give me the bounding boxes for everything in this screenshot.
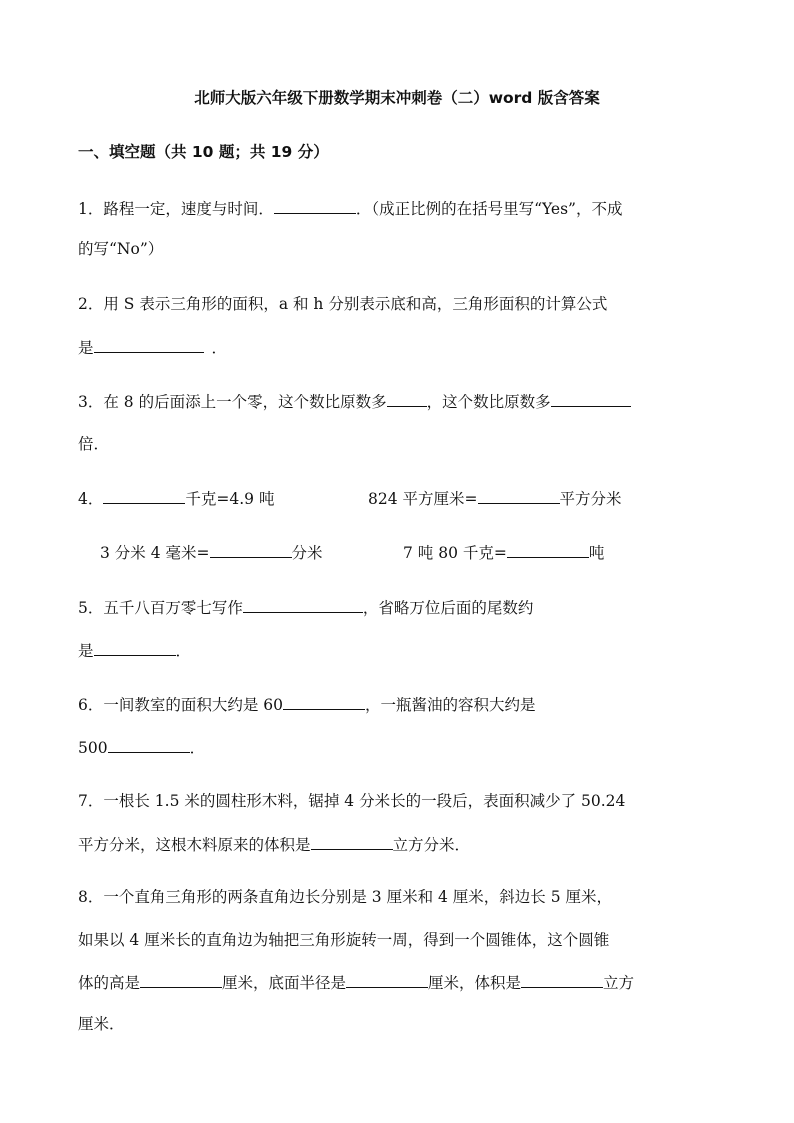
q1-text-b: ．（成正比例的在括号里写“Yes”，不成 — [355, 200, 623, 218]
q5-text-b: ，省略万位后面的尾数约 — [362, 599, 534, 617]
q8-answer-blank-1[interactable] — [140, 970, 222, 988]
q8-text-a: 8．一个直角三角形的两条直角边长分别是 3 厘米和 4 厘米，斜边长 5 厘米， — [78, 888, 613, 906]
q4-text-e: 3 分米 4 毫米= — [100, 544, 210, 562]
q4-answer-blank-2[interactable] — [478, 486, 560, 504]
q3-answer-blank-1[interactable] — [387, 389, 427, 407]
question-4-line-1-right — [368, 486, 622, 511]
q1-answer-blank[interactable] — [274, 196, 356, 214]
q4-text-b: 千克=4.9 吨 — [185, 490, 275, 508]
q8-text-b: 如果以 4 厘米长的直角边为轴把三角形旋转一周，得到一个圆锥体，这个圆锥 — [78, 931, 610, 949]
q7-text-a: 7．一根长 1.5 米的圆柱形木料，锯掉 4 分米长的一段后，表面积减少了 50.24 — [78, 792, 626, 810]
q2-answer-blank[interactable] — [94, 335, 204, 353]
question-2-line-1 — [78, 292, 607, 316]
q6-text-b: ，一瓶酱油的容积大约是 — [365, 696, 536, 714]
q2-text-c: ． — [211, 339, 228, 357]
question-4-line-2-right — [403, 540, 604, 565]
q4-text-c: 824 平方厘米= — [368, 490, 478, 508]
q8-text-g: 厘米． — [78, 1015, 125, 1033]
q3-text-c: 倍． — [78, 435, 110, 453]
question-7-line-1 — [78, 789, 625, 813]
question-6-line-2 — [78, 735, 205, 760]
q4-answer-blank-4[interactable] — [507, 540, 589, 558]
question-4-line-2 — [100, 540, 323, 565]
q4-text-a: 4． — [78, 490, 104, 508]
question-8-line-4 — [78, 1012, 125, 1036]
q1-text-c: 的写“No”） — [78, 240, 164, 258]
q5-text-a: 5．五千八百万零七写作 — [78, 599, 243, 617]
q3-answer-blank-2[interactable] — [551, 389, 631, 407]
q4-answer-blank-3[interactable] — [210, 540, 292, 558]
q8-answer-blank-3[interactable] — [521, 970, 603, 988]
q4-text-d: 平方分米 — [559, 490, 622, 508]
question-5-line-1 — [78, 595, 533, 620]
q8-text-c: 体的高是 — [78, 974, 141, 992]
section-heading: 一、填空题（共 10 题；共 19 分） — [78, 143, 329, 161]
q8-text-e: 厘米，体积是 — [428, 974, 522, 992]
q1-text-a: 1．路程一定，速度与时间． — [78, 200, 274, 218]
q3-text-b: ，这个数比原数多 — [426, 393, 551, 411]
question-7-line-2 — [78, 832, 470, 857]
q6-answer-blank-1[interactable] — [283, 692, 365, 710]
q6-text-c: 500 — [78, 739, 108, 757]
q3-text-a: 3．在 8 的后面添上一个零，这个数比原数多 — [78, 393, 387, 411]
q4-text-g: 7 吨 80 千克= — [403, 544, 507, 562]
q7-text-b: 平方分米，这根木料原来的体积是 — [78, 836, 311, 854]
q4-text-h: 吨 — [588, 544, 605, 562]
q7-answer-blank[interactable] — [311, 832, 393, 850]
question-5-line-2 — [78, 638, 191, 663]
q5-text-d: ． — [175, 642, 192, 660]
question-3-line-1 — [78, 389, 631, 414]
q2-text-b: 是 — [78, 339, 94, 357]
question-1-line-1 — [78, 196, 623, 221]
q7-text-c: 立方分米． — [392, 836, 471, 854]
question-3-line-2 — [78, 432, 109, 456]
question-8-line-2 — [78, 928, 609, 952]
q5-answer-blank-2[interactable] — [94, 638, 176, 656]
document-title: 北师大版六年级下册数学期末冲刺卷（二）word 版含答案 — [194, 89, 600, 107]
question-4-line-1 — [78, 486, 274, 511]
q5-answer-blank-1[interactable] — [243, 595, 363, 613]
question-1-line-2 — [78, 237, 163, 261]
question-8-line-1 — [78, 885, 612, 909]
q5-text-c: 是 — [78, 642, 94, 660]
q6-text-d: ． — [189, 739, 206, 757]
q2-text-a: 2．用 S 表示三角形的面积，a 和 h 分别表示底和高，三角形面积的计算公式 — [78, 295, 608, 313]
question-6-line-1 — [78, 692, 536, 717]
question-2-line-2 — [78, 335, 227, 360]
q8-text-d: 厘米，底面半径是 — [222, 974, 347, 992]
question-8-line-3 — [78, 970, 634, 995]
q8-answer-blank-2[interactable] — [346, 970, 428, 988]
q8-text-f: 立方 — [603, 974, 635, 992]
q4-text-f: 分米 — [291, 544, 323, 562]
q4-answer-blank-1[interactable] — [103, 486, 185, 504]
q6-answer-blank-2[interactable] — [108, 735, 190, 753]
q6-text-a: 6．一间教室的面积大约是 60 — [78, 696, 284, 714]
